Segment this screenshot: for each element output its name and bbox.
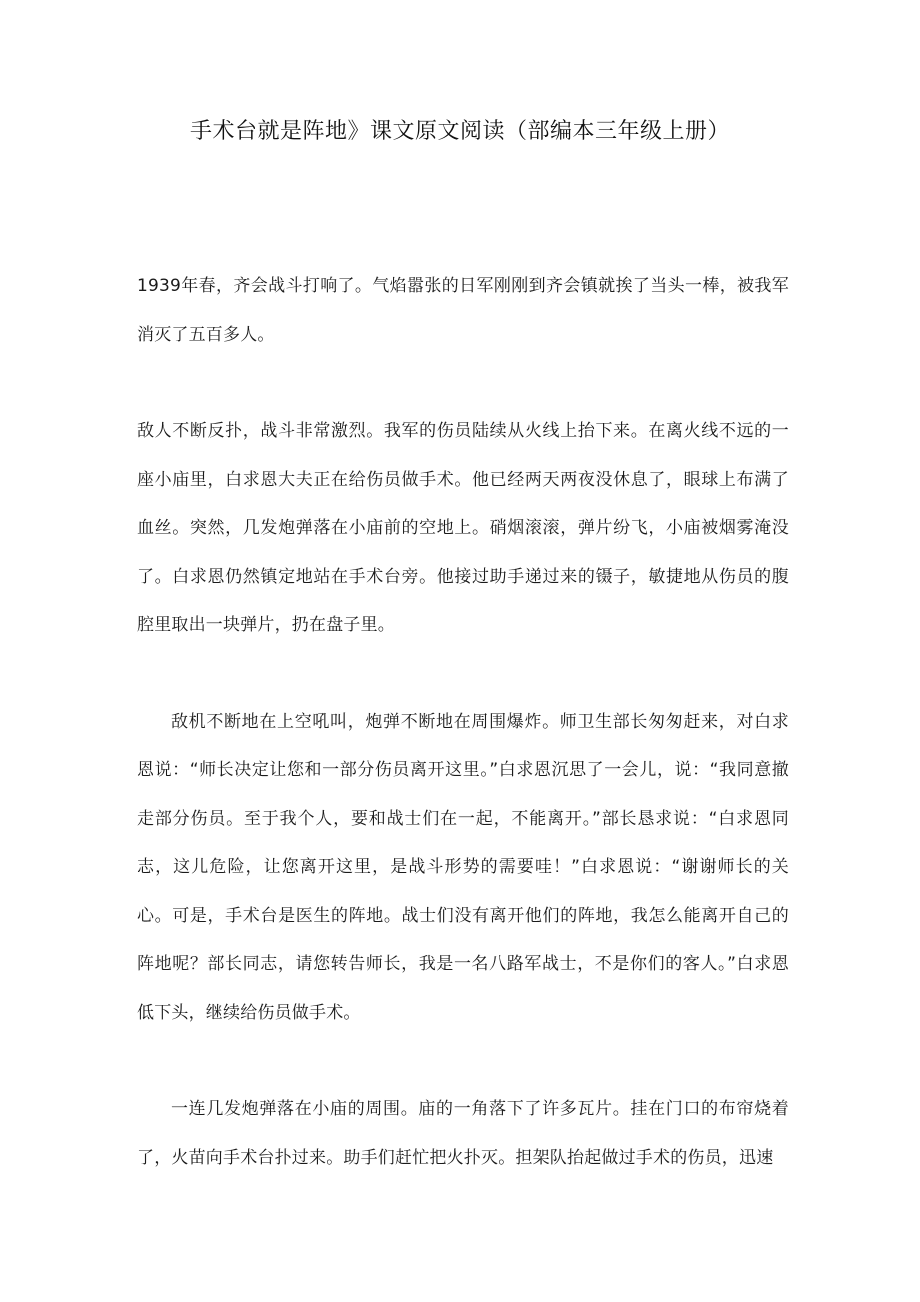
paragraph-1: 1939年春，齐会战斗打响了。气焰嚣张的日军刚刚到齐会镇就挨了当头一棒，被我军消灭了五百多人。 — [137, 276, 789, 345]
document-title: 手术台就是阵地》课文原文阅读（部编本三年级上册） — [189, 119, 730, 144]
paragraph-4: 一连几发炮弹落在小庙的周围。庙的一角落下了许多瓦片。挂在门口的布帘烧着了，火苗向手术台扑过来。助手们赶忙把火扑灭。担架队抬起做过手术的伤员，迅速 — [137, 1099, 789, 1168]
document-body — [137, 262, 789, 1182]
paragraph-3: 敌机不断地在上空吼叫，炮弹不断地在周围爆炸。师卫生部长匆匆赶来，对白求恩说：“师长决定让您和一部分伤员离开这里。”白求恩沉思了一会儿，说：“我同意撤走部分伤员。至于我个人，要和战士们在一起，不能离开。”部长恳求说：“白求恩同志，这儿危险，让您离开这里，是战斗形势的需要哇！”白求恩说：“谢谢师长的关心。可是，手术台是医生的阵地。战士们没有离开他们的阵地，我怎么能离开自己的阵地呢？部长同志，请您转告师长，我是一名八路军战士，不是你们的客人。”白求恩低下头，继续给伤员做手术。 — [137, 711, 789, 1023]
paragraph-2: 敌人不断反扑，战斗非常激烈。我军的伤员陆续从火线上抬下来。在离火线不远的一座小庙里，白求恩大夫正在给伤员做手术。他已经两天两夜没休息了，眼球上布满了血丝。突然，几发炮弹落在小庙前的空地上。硝烟滚滚，弹片纷飞，小庙被烟雾淹没了。白求恩仍然镇定地站在手术台旁。他接过助手递过来的镊子，敏捷地从伤员的腹腔里取出一块弹片，扔在盘子里。 — [137, 421, 789, 635]
